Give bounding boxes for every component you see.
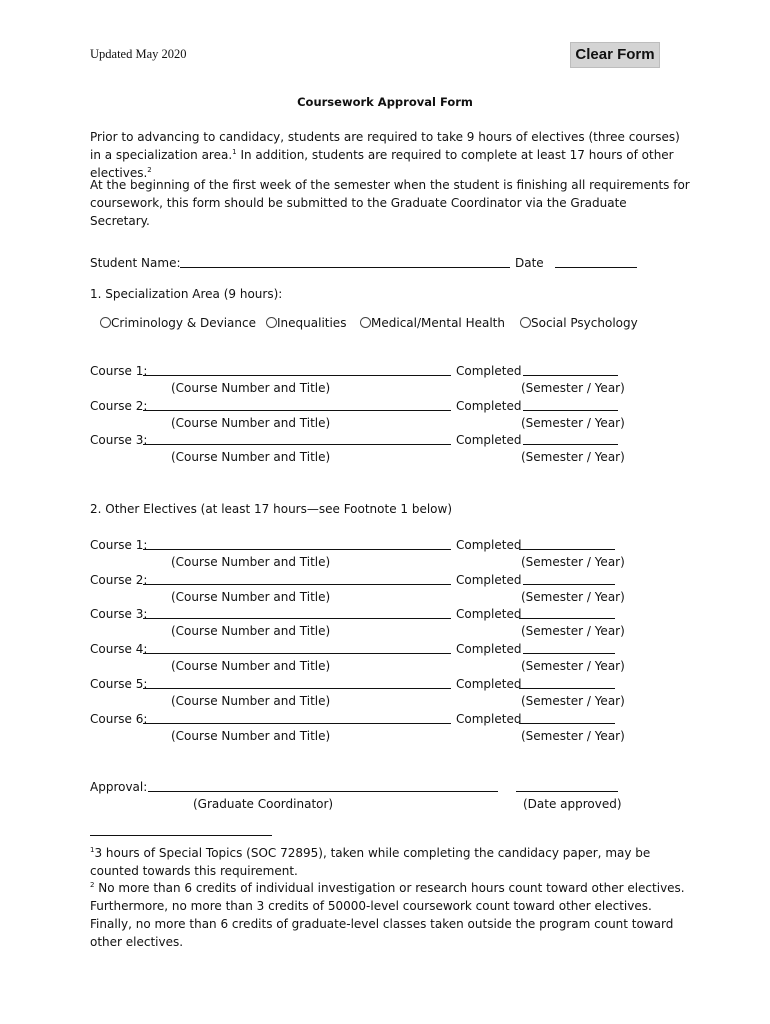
elective-course-3-completed-label: Completed — [456, 607, 522, 621]
radio-criminology[interactable] — [100, 314, 256, 332]
elective-course-5-completed-label: Completed — [456, 677, 522, 691]
elective-course-2-hint: (Course Number and Title) — [171, 590, 331, 604]
elective-course-4-hint: (Course Number and Title) — [171, 659, 331, 673]
radio-label: Inequalities — [277, 316, 347, 330]
elective-course-5-semester-hint: (Semester / Year) — [521, 694, 625, 708]
elective-course-2-label: Course 2: — [90, 573, 148, 587]
footnote-ref-1: 1 — [232, 148, 237, 156]
radio-medical-mental-health[interactable] — [360, 314, 505, 332]
elective-course-4-completed-label: Completed — [456, 642, 522, 656]
elective-course-6-hint: (Course Number and Title) — [171, 729, 331, 743]
spec-course-1-completed-label: Completed — [456, 364, 522, 378]
specialization-radio-group — [100, 314, 660, 334]
elective-course-2-semester-hint: (Semester / Year) — [521, 590, 625, 604]
spec-course-2-completed-label: Completed — [456, 399, 522, 413]
updated-date: Updated May 2020 — [90, 47, 187, 61]
elective-course-6-label: Course 6: — [90, 712, 148, 726]
spec-course-3-completed-label: Completed — [456, 433, 522, 447]
spec-course-3-field[interactable] — [143, 433, 451, 445]
section-2-heading: 2. Other Electives (at least 17 hours—see Footnote 1 below) — [90, 502, 453, 516]
elective-course-5-hint: (Course Number and Title) — [171, 694, 331, 708]
approval-coordinator-hint: (Graduate Coordinator) — [193, 797, 334, 811]
radio-circle-icon[interactable] — [100, 317, 111, 328]
elective-course-2-field[interactable] — [143, 573, 451, 585]
form-title: Coursework Approval Form — [297, 95, 473, 109]
footnote-2-mark: 2 — [90, 881, 95, 889]
spec-course-2-field[interactable] — [143, 399, 451, 411]
elective-course-1-completed-field[interactable] — [519, 538, 615, 550]
approval-signature-field[interactable] — [148, 780, 498, 792]
radio-social-psychology[interactable] — [520, 314, 638, 332]
spec-course-2-hint: (Course Number and Title) — [171, 416, 331, 430]
radio-circle-icon[interactable] — [520, 317, 531, 328]
clear-form-button[interactable]: Clear Form — [570, 42, 660, 68]
elective-course-6-field[interactable] — [143, 712, 451, 724]
footnote-1-text: 3 hours of Special Topics (SOC 72895), taken while completing the candidacy paper, may be counted towards this requirement. — [90, 846, 651, 878]
elective-course-6-completed-label: Completed — [456, 712, 522, 726]
approval-label: Approval: — [90, 780, 148, 794]
radio-label: Social Psychology — [531, 316, 638, 330]
spec-course-3-label: Course 3: — [90, 433, 148, 447]
approval-date-hint: (Date approved) — [523, 797, 622, 811]
spec-course-2-semester-hint: (Semester / Year) — [521, 416, 625, 430]
spec-course-1-semester-hint: (Semester / Year) — [521, 381, 625, 395]
elective-course-1-hint: (Course Number and Title) — [171, 555, 331, 569]
spec-course-1-label: Course 1: — [90, 364, 148, 378]
elective-course-4-label: Course 4: — [90, 642, 148, 656]
student-name-field[interactable] — [180, 256, 510, 268]
elective-course-6-semester-hint: (Semester / Year) — [521, 729, 625, 743]
spec-course-1-hint: (Course Number and Title) — [171, 381, 331, 395]
radio-circle-icon[interactable] — [266, 317, 277, 328]
intro-text-a: Prior to advancing to candidacy, students are required to take 9 hours of electives (three courses) in a specialization area. — [90, 130, 680, 162]
footnote-2 — [90, 879, 690, 951]
elective-course-3-hint: (Course Number and Title) — [171, 624, 331, 638]
elective-course-1-field[interactable] — [143, 538, 451, 550]
elective-course-3-semester-hint: (Semester / Year) — [521, 624, 625, 638]
elective-course-6-completed-field[interactable] — [519, 712, 615, 724]
elective-course-3-completed-field[interactable] — [519, 607, 615, 619]
section-1-heading: 1. Specialization Area (9 hours): — [90, 287, 283, 301]
date-field[interactable] — [555, 256, 637, 268]
elective-course-3-label: Course 3: — [90, 607, 148, 621]
radio-label: Criminology & Deviance — [111, 316, 256, 330]
radio-circle-icon[interactable] — [360, 317, 371, 328]
spec-course-3-semester-hint: (Semester / Year) — [521, 450, 625, 464]
spec-course-3-hint: (Course Number and Title) — [171, 450, 331, 464]
spec-course-3-completed-field[interactable] — [523, 433, 618, 445]
elective-course-5-label: Course 5: — [90, 677, 148, 691]
spec-course-2-label: Course 2: — [90, 399, 148, 413]
elective-course-1-label: Course 1: — [90, 538, 148, 552]
elective-course-4-semester-hint: (Semester / Year) — [521, 659, 625, 673]
elective-course-5-completed-field[interactable] — [519, 677, 615, 689]
intro-text-b: In addition, students are required to complete at least 17 hours of other electives. — [90, 148, 674, 180]
elective-course-4-field[interactable] — [143, 642, 451, 654]
elective-course-1-semester-hint: (Semester / Year) — [521, 555, 625, 569]
date-label: Date — [515, 256, 544, 270]
footnote-1-mark: 1 — [90, 846, 95, 854]
elective-course-3-field[interactable] — [143, 607, 451, 619]
intro-paragraph-2: At the beginning of the first week of the semester when the student is finishing all requirements for coursework, this form should be submitted to the Graduate Coordinator via the Graduate Secretary. — [90, 178, 690, 228]
spec-course-1-completed-field[interactable] — [523, 364, 618, 376]
elective-course-1-completed-label: Completed — [456, 538, 522, 552]
elective-course-2-completed-label: Completed — [456, 573, 522, 587]
student-name-label: Student Name: — [90, 256, 181, 270]
footnote-1 — [90, 844, 690, 880]
footnote-2-text: No more than 6 credits of individual investigation or research hours count toward other electives. Furthermore, no more than 3 credits of 50000-level coursework count toward other electives. Finally, no more than 6 credits of graduate-level classes taken outside the program count toward other electives. — [90, 881, 685, 949]
spec-course-1-field[interactable] — [143, 364, 451, 376]
radio-label: Medical/Mental Health — [371, 316, 505, 330]
radio-inequalities[interactable] — [266, 314, 346, 332]
footnote-divider — [90, 835, 272, 836]
elective-course-4-completed-field[interactable] — [523, 642, 615, 654]
elective-course-2-completed-field[interactable] — [523, 573, 615, 585]
spec-course-2-completed-field[interactable] — [523, 399, 618, 411]
elective-course-5-field[interactable] — [143, 677, 451, 689]
approval-date-field[interactable] — [516, 780, 618, 792]
footnote-ref-2: 2 — [147, 166, 152, 174]
intro-paragraph-1 — [90, 128, 690, 182]
